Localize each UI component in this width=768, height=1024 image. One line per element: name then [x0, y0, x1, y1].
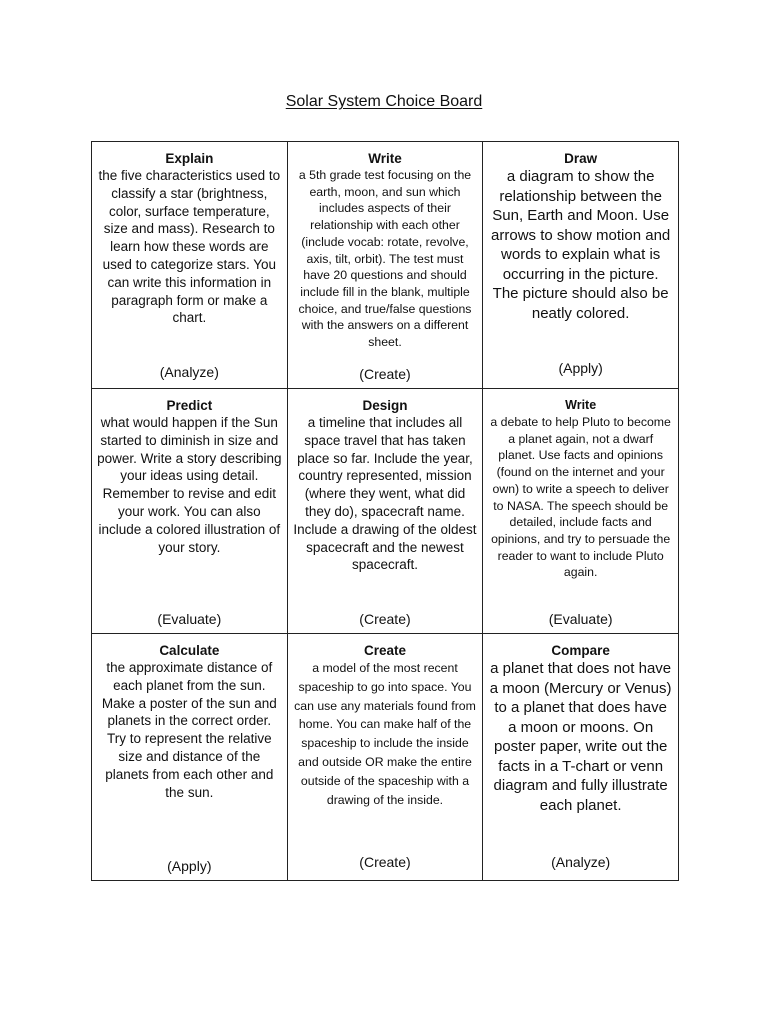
cell-description: a diagram to show the relationship between the Sun, Earth and Moon. Use arrows to show motion and words to explain what is occurring in the picture. The picture should also be neatly colored. — [491, 168, 671, 322]
cell-heading: Write — [565, 398, 597, 412]
cell-description: a 5th grade test focusing on the earth, moon, and sun which includes aspects of their relationship with each other (include vocab: rotate, revolve, axis, tilt, orbit). The test must have 20 questions and should include fill in the blank, multiple choice, and true/false questions with the answers on a different sheet. — [298, 168, 472, 350]
choice-cell-design — [287, 389, 483, 634]
cell-heading: Design — [362, 398, 408, 413]
cell-description: the approximate distance of each planet from the sun. Make a poster of the sun and planets in the correct order. Try to represent the relative size and distance of the planets from each other and the sun. — [101, 660, 277, 800]
cell-description: a debate to help Pluto to become a planet again, not a dwarf planet. Use facts and opinions (found on the internet and your own) to write a speech to deliver to NASA. The speech should be detailed, include facts and opinions, and try to persuade the reader to want to include Pluto again. — [490, 415, 671, 580]
bloom-level-label: (Create) — [359, 366, 411, 382]
cell-heading: Draw — [564, 151, 598, 166]
cell-description: a timeline that includes all space travel that has taken place so far. Include the year, country represented, mission (where they went, what did they do), spacecraft name. Include a drawing of the oldest spacecraft and the newest spacecraft. — [293, 415, 477, 573]
board-row — [92, 634, 679, 881]
choice-cell-draw — [483, 142, 679, 389]
cell-heading: Calculate — [159, 643, 220, 658]
cell-description: a planet that does not have a moon (Mercury or Venus) to a planet that does have a moon or moons. On poster paper, write out the facts in a T-chart or venn diagram and fully illustrate each planet. — [489, 660, 672, 814]
choice-board-table — [91, 141, 679, 881]
choice-cell-compare — [483, 634, 679, 881]
bloom-level-label: (Evaluate) — [157, 611, 222, 627]
cell-heading: Create — [363, 643, 406, 658]
bloom-level-label: (Create) — [359, 854, 411, 870]
choice-cell-write-test — [287, 142, 483, 389]
bloom-level-label: (Create) — [359, 611, 411, 627]
bloom-level-label: (Apply) — [558, 360, 603, 376]
cell-description: a model of the most recent spaceship to go into space. You can use any materials found from home. You can make half of the spaceship to include the inside and outside OR make the entire outside of the spaceship with a drawing of the inside. — [294, 661, 476, 807]
choice-cell-create — [287, 634, 483, 881]
page-title: Solar System Choice Board — [285, 93, 483, 110]
cell-description: what would happen if the Sun started to diminish in size and power. Write a story describing your ideas using detail. Remember to revise and edit your work. You can also include a colored illustration of your story. — [97, 415, 282, 555]
cell-heading: Compare — [551, 643, 610, 658]
bloom-level-label: (Evaluate) — [548, 611, 613, 627]
board-row — [92, 389, 679, 634]
cell-heading: Explain — [165, 151, 214, 166]
board-row — [92, 142, 679, 389]
bloom-level-label: (Apply) — [167, 858, 212, 874]
choice-cell-explain — [92, 142, 288, 389]
cell-description: the five characteristics used to classify a star (brightness, color, surface temperature, size and mass). Research to learn how these words are used to categorize stars. You can write this information in paragraph form or make a chart. — [98, 168, 281, 326]
cell-heading: Write — [368, 151, 402, 166]
choice-cell-calculate — [92, 634, 288, 881]
cell-heading: Predict — [166, 398, 213, 413]
choice-cell-write-debate — [483, 389, 679, 634]
bloom-level-label: (Analyze) — [159, 364, 219, 380]
bloom-level-label: (Analyze) — [551, 854, 611, 870]
choice-cell-predict — [92, 389, 288, 634]
